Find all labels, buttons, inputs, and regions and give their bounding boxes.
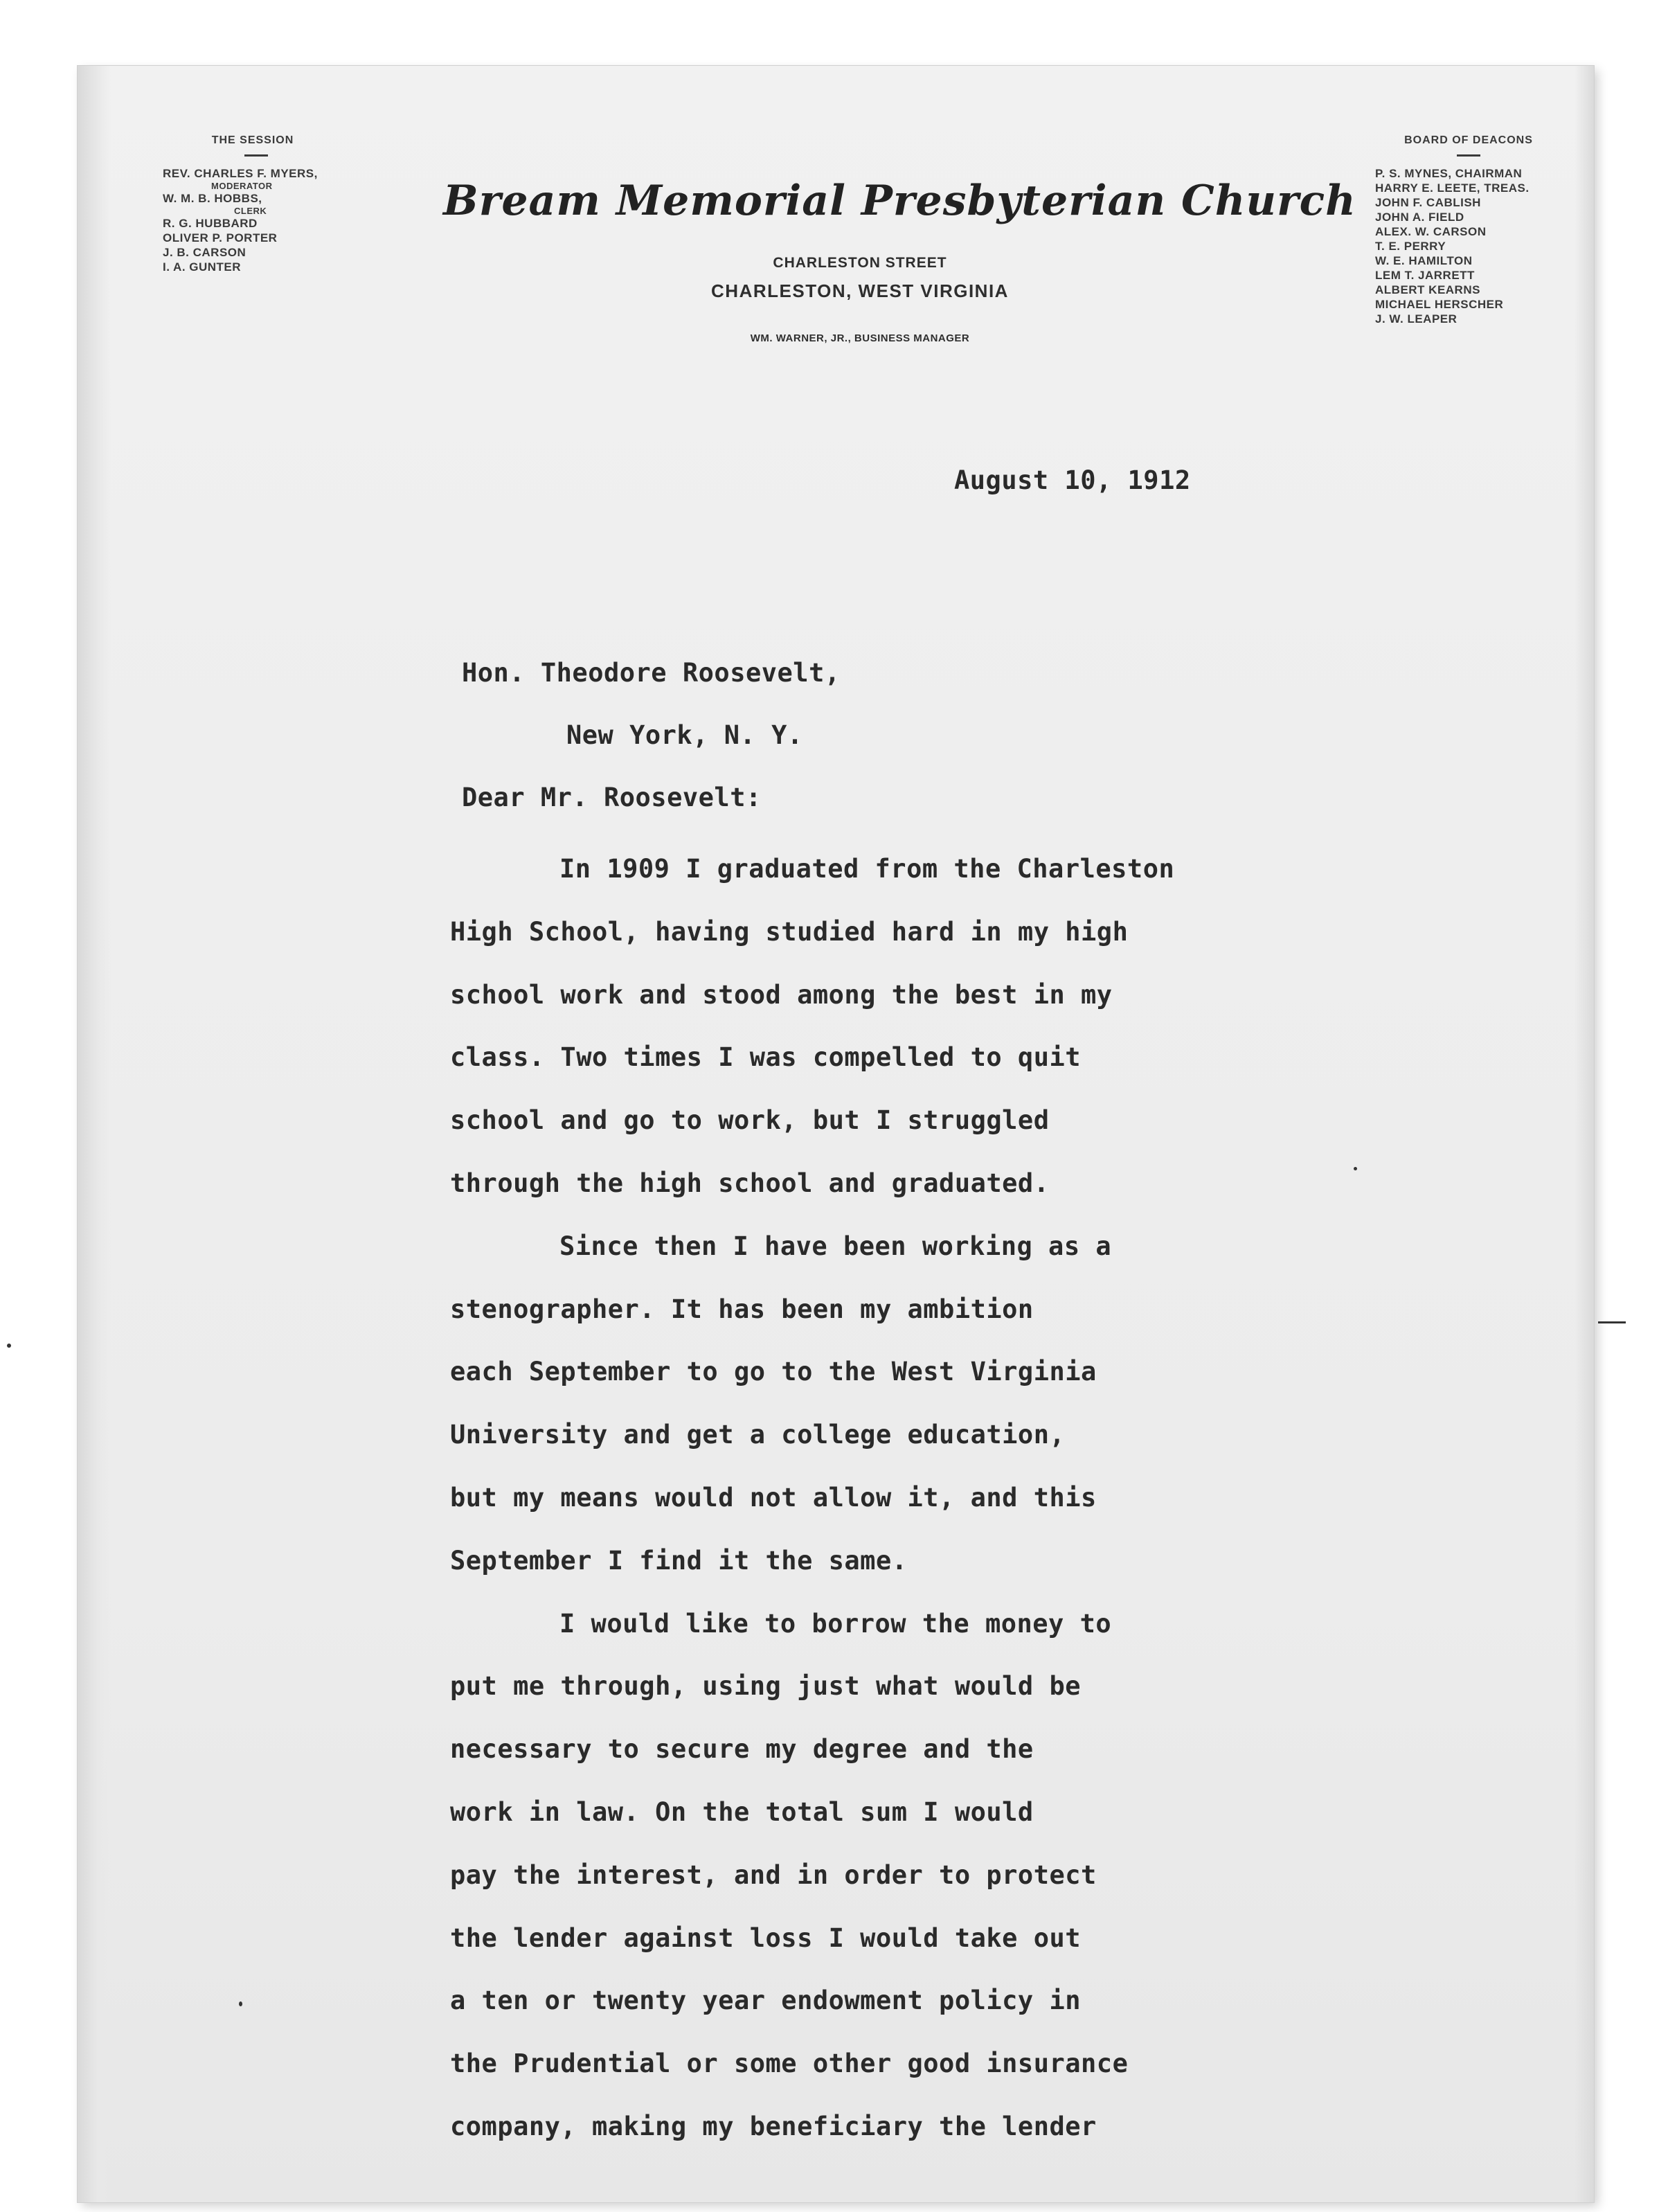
deacon-member: JOHN F. CABLISH	[1375, 196, 1481, 209]
paper-right-edge	[1575, 66, 1594, 2202]
body-line: a ten or twenty year endowment policy in	[450, 1986, 1082, 2016]
scan-speck	[7, 1344, 11, 1348]
scan-mark	[1598, 1321, 1626, 1323]
session-member-role: CLERK	[234, 206, 267, 216]
body-line: stenographer. It has been my ambition	[450, 1294, 1034, 1324]
body-line: but my means would not allow it, and this	[450, 1482, 1097, 1513]
letter-date: August 10, 1912	[954, 465, 1191, 495]
session-member: OLIVER P. PORTER	[163, 231, 278, 244]
salutation: Dear Mr. Roosevelt:	[462, 783, 762, 812]
body-line: September I find it the same.	[450, 1545, 908, 1576]
session-member-role: MODERATOR	[211, 181, 273, 191]
deacons-list	[1375, 133, 1562, 326]
scan-speck	[239, 2001, 242, 2006]
body-line: In 1909 I graduated from the Charleston	[559, 854, 1175, 884]
body-line: High School, having studied hard in my high	[450, 916, 1129, 947]
church-street: CHARLESTON STREET	[773, 255, 947, 271]
body-line: school work and stood among the best in my	[450, 979, 1113, 1010]
body-line: I would like to borrow the money to	[559, 1608, 1112, 1639]
deacon-member: W. E. HAMILTON	[1375, 254, 1473, 267]
church-name: Bream Memorial Presbyterian Church	[443, 177, 1356, 225]
body-line: necessary to secure my degree and the	[450, 1734, 1034, 1765]
church-city: CHARLESTON, WEST VIRGINIA	[711, 280, 1009, 301]
body-line: the Prudential or some other good insurance	[450, 2049, 1129, 2079]
deacon-member: J. W. LEAPER	[1375, 312, 1458, 325]
body-line: University and get a college education,	[450, 1420, 1066, 1450]
body-line: put me through, using just what would be	[450, 1671, 1082, 1702]
session-rule	[244, 154, 268, 157]
session-member: J. B. CARSON	[163, 246, 246, 259]
deacon-member: ALEX. W. CARSON	[1375, 225, 1487, 238]
deacon-member: MICHAEL HERSCHER	[1375, 298, 1504, 311]
deacons-heading: BOARD OF DEACONS	[1404, 134, 1533, 146]
body-line: through the high school and graduated.	[450, 1168, 1050, 1198]
body-line: the lender against loss I would take out	[450, 1923, 1082, 1953]
session-member: R. G. HUBBARD	[163, 217, 258, 230]
body-line: work in law. On the total sum I would	[450, 1796, 1034, 1827]
deacon-member: T. E. PERRY	[1375, 240, 1446, 253]
deacon-member: HARRY E. LEETE, TREAS.	[1375, 181, 1530, 195]
letter-body	[450, 838, 1316, 2159]
deacon-member: ALBERT KEARNS	[1375, 283, 1480, 296]
recipient-city: New York, N. Y.	[566, 720, 803, 750]
session-member: I. A. GUNTER	[163, 260, 242, 274]
scan-speck	[1354, 1167, 1357, 1170]
body-line: class. Two times I was compelled to quit	[450, 1042, 1082, 1073]
business-manager: WM. WARNER, JR., BUSINESS MANAGER	[750, 332, 970, 344]
body-line: each September to go to the West Virginia	[450, 1357, 1097, 1387]
session-member: REV. CHARLES F. MYERS,	[163, 167, 318, 180]
session-list	[163, 133, 343, 274]
body-line: Since then I have been working as a	[559, 1231, 1112, 1261]
deacon-member: JOHN A. FIELD	[1375, 211, 1464, 224]
deacon-member: P. S. MYNES, CHAIRMAN	[1375, 167, 1523, 180]
session-heading: THE SESSION	[211, 134, 294, 146]
session-member: W. M. B. HOBBS,	[163, 192, 262, 205]
deacons-rule	[1457, 154, 1480, 157]
recipient-name: Hon. Theodore Roosevelt,	[462, 658, 841, 688]
deacon-member: LEM T. JARRETT	[1375, 269, 1475, 282]
body-line: school and go to work, but I struggled	[450, 1105, 1050, 1136]
body-line: pay the interest, and in order to protect	[450, 1859, 1097, 1890]
body-line: company, making my beneficiary the lender	[450, 2111, 1097, 2141]
paper-fold-shadow	[78, 66, 111, 2202]
